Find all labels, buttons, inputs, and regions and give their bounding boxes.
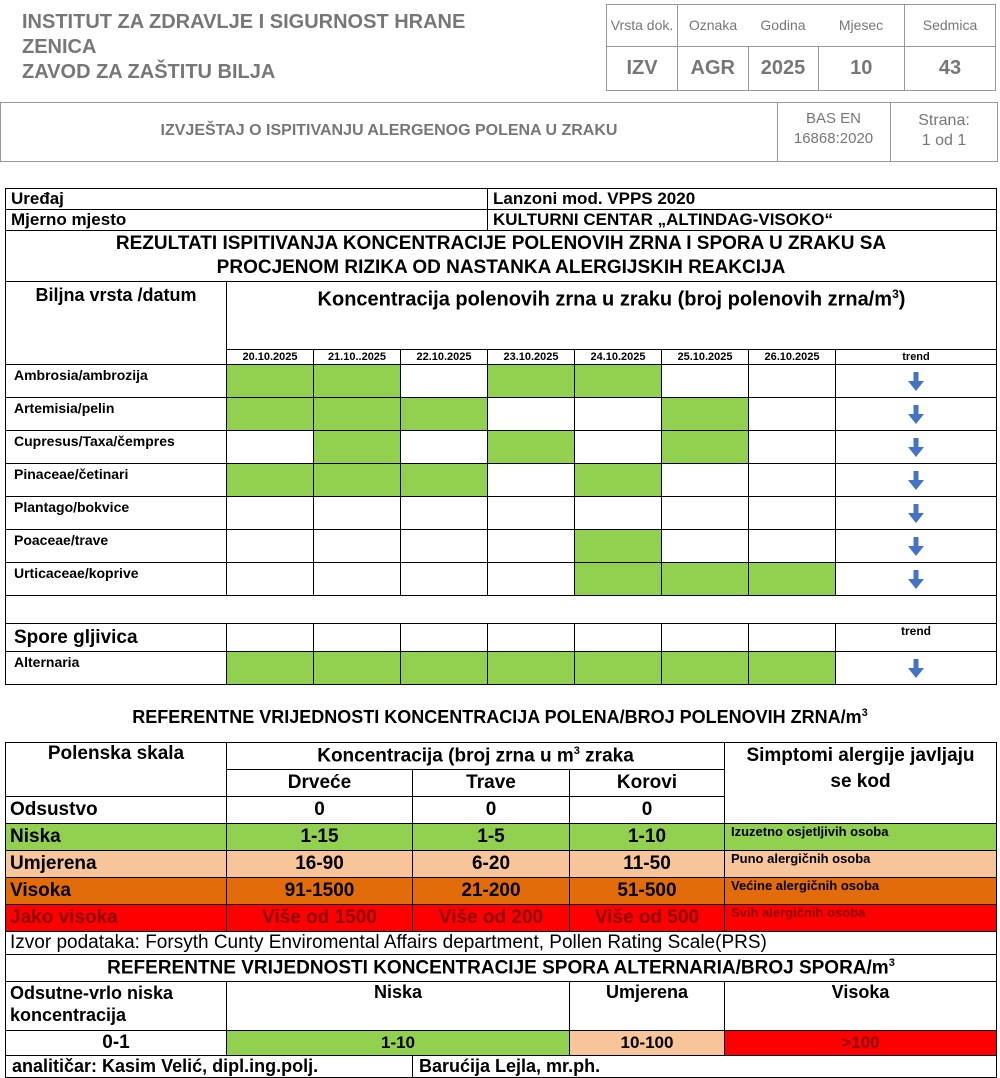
concentration-cell-empty — [662, 530, 749, 563]
pollen-reference-title — [0, 707, 1000, 728]
high-weeds: 51-500 — [570, 878, 725, 905]
arrow-down-icon — [908, 372, 924, 397]
concentration-cell-empty — [575, 398, 662, 431]
concentration-cell-empty — [662, 464, 749, 497]
spore-empty-cell — [401, 624, 488, 652]
concentration-cell-empty — [488, 530, 575, 563]
very-high-weeds: Više od 500 — [570, 905, 725, 932]
plant-name: Plantago/bokvice — [6, 497, 227, 530]
doc-month-value: 10 — [818, 47, 905, 91]
concentration-cell-empty — [488, 464, 575, 497]
arrow-down-icon — [908, 405, 924, 430]
concentration-header-text: Koncentracija polenovih zrna u zraku (broj polenovih zrna/m — [317, 288, 893, 311]
spore-empty-cell — [488, 624, 575, 652]
spore-rows — [6, 652, 997, 685]
standard-line-1: BAS EN — [805, 110, 862, 127]
concentration-cell-low — [227, 398, 314, 431]
results-table — [5, 188, 997, 685]
arrow-down-icon — [908, 570, 924, 595]
trend-cell — [836, 563, 997, 596]
doc-year-label: Godina — [748, 5, 818, 47]
trend-cell — [836, 398, 997, 431]
date-header: 24.10.2025 — [575, 350, 662, 365]
date-header: 21.10..2025 — [314, 350, 401, 365]
symptoms-header: Simptomi alergije javljaju se kod — [725, 743, 997, 824]
concentration-cell-empty — [401, 431, 488, 464]
date-header: 25.10.2025 — [662, 350, 749, 365]
concentration-cell-low — [575, 563, 662, 596]
page-value: 1 od 1 — [921, 132, 967, 149]
spore-low-value: 1-10 — [227, 1031, 570, 1056]
low-weeds: 1-10 — [570, 824, 725, 851]
concentration-cell-low — [314, 464, 401, 497]
plant-row — [6, 365, 997, 398]
institute-line-2: ZENICA — [22, 36, 97, 58]
high-symptoms: Većine alergičnih osoba — [725, 878, 997, 905]
moderate-weeds: 11-50 — [570, 851, 725, 878]
concentration-cell-low — [575, 464, 662, 497]
concentration-ref-header — [227, 743, 725, 770]
trend-header: trend — [836, 350, 997, 365]
plant-row — [6, 563, 997, 596]
plant-name: Pinaceae/četinari — [6, 464, 227, 497]
spacer-row — [6, 596, 997, 624]
concentration-cell-empty — [401, 530, 488, 563]
trend-cell — [836, 464, 997, 497]
page-label: Strana: — [918, 112, 970, 129]
arrow-down-icon — [908, 504, 924, 529]
high-grass: 21-200 — [413, 878, 570, 905]
level-very-high: Jako visoka — [6, 905, 227, 932]
grass-column-header: Trave — [413, 770, 570, 797]
plant-name: Ambrosia/ambrozija — [6, 365, 227, 398]
spore-row — [6, 652, 997, 685]
concentration-cell-low — [749, 563, 836, 596]
date-header: 22.10.2025 — [401, 350, 488, 365]
spore-empty-cell — [227, 624, 314, 652]
doc-month-label: Mjesec — [818, 5, 905, 47]
results-title — [6, 231, 997, 282]
concentration-cell-low — [401, 398, 488, 431]
plant-rows — [6, 365, 997, 596]
results-title-line-2: PROCJENOM RIZIKA OD NASTANKA ALERGIJSKIH REAKCIJA — [216, 257, 786, 278]
doc-week-label: Sedmica — [905, 5, 996, 47]
institute-name — [22, 10, 465, 85]
weeds-column-header: Korovi — [570, 770, 725, 797]
date-header: 20.10.2025 — [227, 350, 314, 365]
concentration-cell-low — [401, 464, 488, 497]
spore-empty-cell — [749, 624, 836, 652]
concentration-cell-low — [314, 431, 401, 464]
concentration-ref-header-post: zraka — [579, 745, 634, 767]
concentration-cell-empty — [401, 365, 488, 398]
concentration-cell-empty — [749, 497, 836, 530]
spore-moderate-header: Umjerena — [570, 982, 725, 1031]
concentration-cell-empty — [227, 431, 314, 464]
spore-high-value: >100 — [725, 1031, 997, 1056]
very-high-grass: Više od 200 — [413, 905, 570, 932]
plant-row — [6, 398, 997, 431]
spore-absent-value: 0-1 — [6, 1031, 227, 1056]
spore-header-row — [6, 624, 997, 652]
concentration-cell-empty — [227, 497, 314, 530]
concentration-cell-empty — [575, 497, 662, 530]
spore-empty-cell — [575, 624, 662, 652]
concentration-cell-low — [488, 365, 575, 398]
spore-absent-header: Odsutne-vrlo niska koncentracija — [6, 982, 227, 1031]
plant-name: Cupresus/Taxa/čempres — [6, 431, 227, 464]
concentration-cell-empty — [488, 563, 575, 596]
concentration-cell-empty — [488, 497, 575, 530]
very-high-symptoms: Svih alergičnih osoba — [725, 905, 997, 932]
spore-reference-title — [6, 955, 997, 982]
level-low: Niska — [6, 824, 227, 851]
low-grass: 1-5 — [413, 824, 570, 851]
plant-row — [6, 530, 997, 563]
concentration-cell-empty — [749, 530, 836, 563]
concentration-cell-low — [662, 398, 749, 431]
concentration-cell-empty — [575, 431, 662, 464]
moderate-symptoms: Puno alergičnih osoba — [725, 851, 997, 878]
concentration-cell-empty — [314, 497, 401, 530]
concentration-cell-empty — [749, 365, 836, 398]
trend-cell — [836, 431, 997, 464]
low-trees: 1-15 — [227, 824, 413, 851]
spore-empty-cell — [662, 624, 749, 652]
spore-empty-cell — [314, 624, 401, 652]
moderate-grass: 6-20 — [413, 851, 570, 878]
absent-weeds: 0 — [570, 797, 725, 824]
pollen-reference-table — [5, 742, 997, 1078]
spores-header: Spore gljivica — [6, 624, 227, 652]
second-signature: Barućija Lejla, mr.ph. — [413, 1056, 997, 1078]
concentration-cell-low — [227, 464, 314, 497]
concentration-cell-low — [488, 652, 575, 685]
data-source-note: Izvor podataka: Forsyth Cunty Enviromental Affairs department, Pollen Rating Scale(PRS) — [6, 932, 997, 955]
concentration-header-sup: 3 — [892, 287, 899, 301]
pollen-reference-title-text: REFERENTNE VRIJEDNOSTI KONCENTRACIJA POLENA/BROJ POLENOVIH ZRNA/m — [132, 707, 862, 727]
absent-grass: 0 — [413, 797, 570, 824]
spore-reference-title-sup: 3 — [888, 956, 895, 969]
concentration-cell-low — [314, 652, 401, 685]
concentration-cell-low — [575, 530, 662, 563]
doc-type-label: Vrsta dok. — [607, 5, 678, 47]
species-header: Biljna vrsta /datum — [6, 282, 227, 365]
concentration-cell-low — [314, 365, 401, 398]
doc-mark-label: Oznaka — [678, 5, 749, 47]
concentration-cell-low — [314, 398, 401, 431]
doc-type-value: IZV — [607, 47, 678, 91]
analyst-signature: analitičar: Kasim Velić, dipl.ing.polj. — [6, 1056, 413, 1078]
standard-ref — [777, 103, 889, 161]
page-indicator — [890, 103, 997, 161]
concentration-cell-low — [227, 652, 314, 685]
plant-name: Poaceae/trave — [6, 530, 227, 563]
trend-cell — [836, 365, 997, 398]
trend-cell — [836, 652, 997, 685]
concentration-cell-empty — [488, 398, 575, 431]
level-absent: Odsustvo — [6, 797, 227, 824]
document-code-table — [606, 4, 996, 91]
concentration-cell-empty — [227, 530, 314, 563]
plant-row — [6, 464, 997, 497]
device-value: Lanzoni mod. VPPS 2020 — [488, 189, 997, 210]
arrow-down-icon — [908, 537, 924, 562]
date-header: 26.10.2025 — [749, 350, 836, 365]
concentration-header — [227, 282, 997, 350]
level-high: Visoka — [6, 878, 227, 905]
moderate-trees: 16-90 — [227, 851, 413, 878]
plant-name: Urticaceae/koprive — [6, 563, 227, 596]
trees-column-header: Drveće — [227, 770, 413, 797]
location-value: KULTURNI CENTAR „ALTINDAG-VISOKO“ — [488, 210, 997, 231]
concentration-cell-empty — [662, 497, 749, 530]
pollen-reference-title-sup: 3 — [861, 707, 868, 719]
concentration-cell-low — [575, 652, 662, 685]
concentration-cell-low — [662, 652, 749, 685]
low-symptoms: Izuzetno osjetljivih osoba — [725, 824, 997, 851]
concentration-cell-empty — [314, 530, 401, 563]
plant-row — [6, 497, 997, 530]
spore-name: Alternaria — [6, 652, 227, 685]
location-label: Mjerno mjesto — [6, 210, 488, 231]
plant-name: Artemisia/pelin — [6, 398, 227, 431]
concentration-cell-low — [488, 431, 575, 464]
concentration-cell-empty — [749, 398, 836, 431]
spore-low-header: Niska — [227, 982, 570, 1031]
concentration-cell-empty — [749, 431, 836, 464]
concentration-header-close: ) — [898, 288, 906, 311]
concentration-cell-empty — [314, 563, 401, 596]
concentration-ref-header-sup: 3 — [573, 744, 580, 757]
concentration-cell-low — [401, 652, 488, 685]
device-label: Uređaj — [6, 189, 488, 210]
arrow-down-icon — [908, 471, 924, 496]
pollen-scale-header: Polenska skala — [6, 743, 227, 797]
concentration-cell-empty — [401, 497, 488, 530]
spores-trend-label: trend — [836, 624, 997, 652]
very-high-trees: Više od 1500 — [227, 905, 413, 932]
results-title-line-1: REZULTATI ISPITIVANJA KONCENTRACIJE POLENOVIH ZRNA I SPORA U ZRAKU SA — [115, 233, 887, 254]
trend-cell — [836, 530, 997, 563]
concentration-cell-low — [662, 563, 749, 596]
doc-mark-value: AGR — [678, 47, 749, 91]
arrow-down-icon — [908, 438, 924, 463]
high-trees: 91-1500 — [227, 878, 413, 905]
concentration-cell-empty — [227, 563, 314, 596]
arrow-down-icon — [908, 659, 924, 684]
absent-trees: 0 — [227, 797, 413, 824]
concentration-cell-low — [227, 365, 314, 398]
concentration-cell-low — [749, 652, 836, 685]
date-header: 23.10.2025 — [488, 350, 575, 365]
spore-high-header: Visoka — [725, 982, 997, 1031]
concentration-cell-empty — [401, 563, 488, 596]
concentration-cell-empty — [662, 365, 749, 398]
concentration-ref-header-pre: Koncentracija (broj zrna u m — [317, 745, 574, 767]
doc-year-value: 2025 — [748, 47, 818, 91]
trend-cell — [836, 497, 997, 530]
report-title-box — [0, 102, 998, 162]
standard-line-2: 16868:2020 — [793, 130, 874, 147]
level-moderate: Umjerena — [6, 851, 227, 878]
institute-line-1: INSTITUT ZA ZDRAVLJE I SIGURNOST HRANE — [22, 11, 466, 33]
concentration-cell-low — [662, 431, 749, 464]
plant-row — [6, 431, 997, 464]
spore-reference-title-text: REFERENTNE VRIJEDNOSTI KONCENTRACIJE SPORA ALTERNARIA/BROJ SPORA/m — [107, 957, 889, 979]
institute-line-3: ZAVOD ZA ZAŠTITU BILJA — [22, 61, 276, 83]
doc-week-value: 43 — [905, 47, 996, 91]
spore-moderate-value: 10-100 — [570, 1031, 725, 1056]
concentration-cell-low — [575, 365, 662, 398]
concentration-cell-empty — [749, 464, 836, 497]
report-title: IZVJEŠTAJ O ISPITIVANJU ALERGENOG POLENA U ZRAKU — [160, 122, 618, 139]
